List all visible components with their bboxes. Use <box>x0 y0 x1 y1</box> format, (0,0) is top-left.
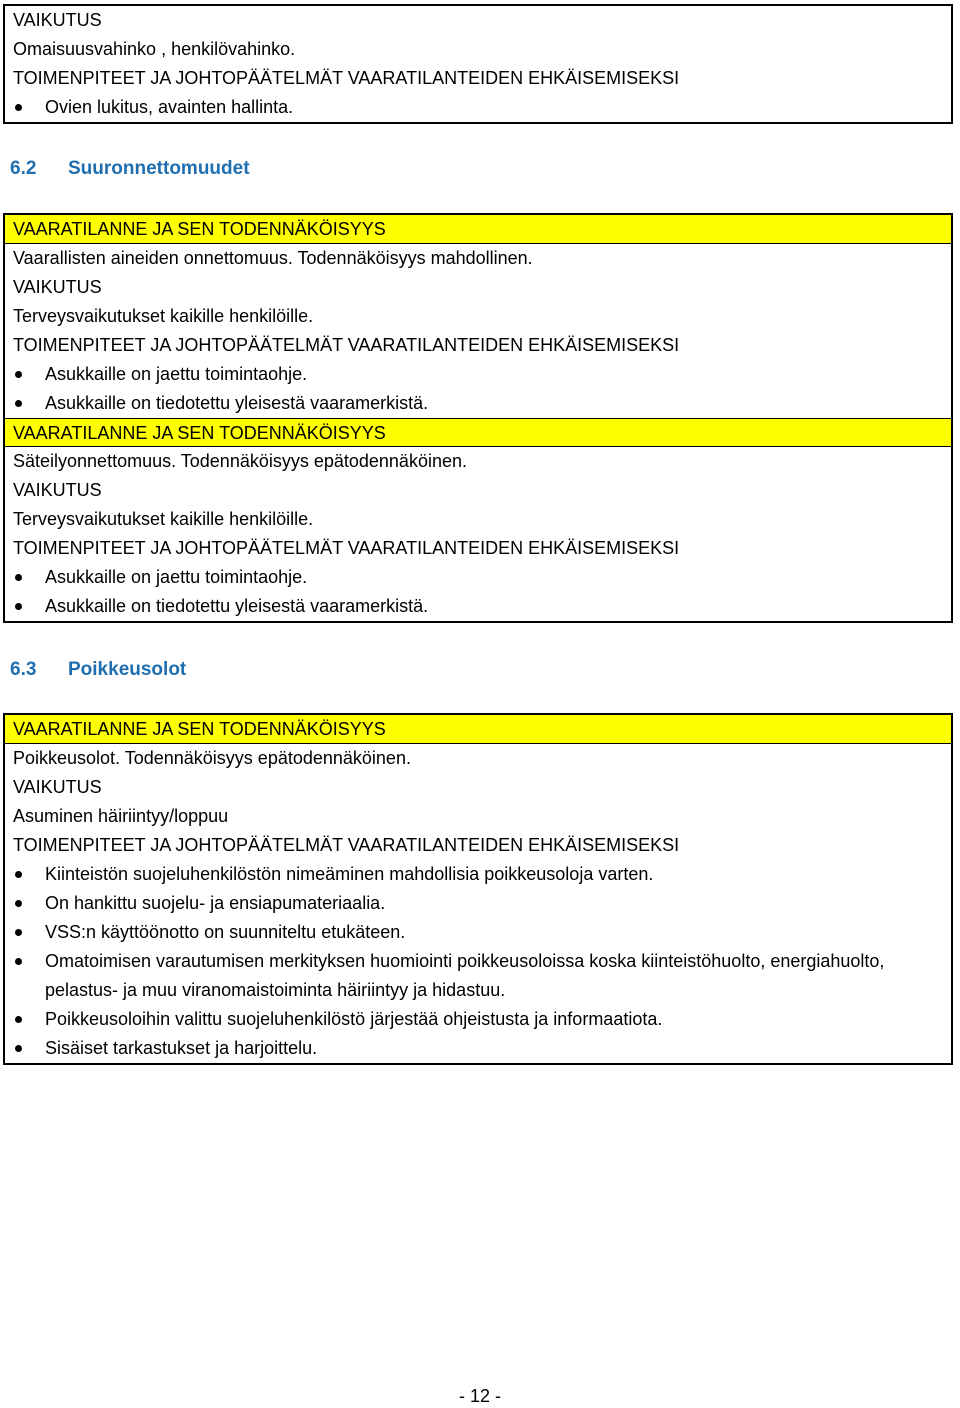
bullet-icon <box>15 104 22 111</box>
measure-item <box>5 947 951 1005</box>
risk-box-2 <box>3 213 953 623</box>
bullet-icon <box>15 371 22 378</box>
effect-text: Omaisuusvahinko , henkilövahinko. <box>13 39 296 59</box>
measure-text: Omatoimisen varautumisen merkityksen huomiointi poikkeusoloissa koska kiinteistöhuolto, energiahuolto, pelastus- ja muu viranomaistoiminta häiriintyy ja hidastuu. <box>45 951 885 1000</box>
measure-item <box>5 1005 951 1034</box>
bullet-icon <box>15 1045 22 1052</box>
measure-text: Asukkaille on jaettu toimintaohje. <box>45 364 308 384</box>
measure-text: Asukkaille on tiedotettu yleisestä vaaramerkistä. <box>45 393 429 413</box>
measures-label: TOIMENPITEET JA JOHTOPÄÄTELMÄT VAARATILANTEIDEN EHKÄISEMISEKSI <box>13 335 680 355</box>
risk-box-1 <box>3 4 953 124</box>
measures-label: TOIMENPITEET JA JOHTOPÄÄTELMÄT VAARATILANTEIDEN EHKÄISEMISEKSI <box>13 538 680 558</box>
measure-text: Asukkaille on jaettu toimintaohje. <box>45 567 308 587</box>
measure-item <box>5 860 951 889</box>
section-heading-6-2 <box>10 158 250 180</box>
hazard-label: VAARATILANNE JA SEN TODENNÄKÖISYYS <box>5 715 951 744</box>
measure-item <box>5 1034 951 1063</box>
effect-text: Terveysvaikutukset kaikille henkilöille. <box>13 306 314 326</box>
measure-item <box>5 389 951 418</box>
measure-item <box>5 918 951 947</box>
measure-item <box>5 889 951 918</box>
measure-text: Sisäiset tarkastukset ja harjoittelu. <box>45 1038 318 1058</box>
hazard-text: Vaarallisten aineiden onnettomuus. Todennäköisyys mahdollinen. <box>13 248 533 268</box>
hazard-text: Poikkeusolot. Todennäköisyys epätodennäköinen. <box>13 748 411 768</box>
section-number: 6.2 <box>10 158 37 179</box>
measures-label: TOIMENPITEET JA JOHTOPÄÄTELMÄT VAARATILANTEIDEN EHKÄISEMISEKSI <box>13 835 680 855</box>
measure-text: On hankittu suojelu- ja ensiapumateriaalia. <box>45 893 386 913</box>
bullet-icon <box>15 603 22 610</box>
effect-label: VAIKUTUS <box>13 777 102 797</box>
measures-label: TOIMENPITEET JA JOHTOPÄÄTELMÄT VAARATILANTEIDEN EHKÄISEMISEKSI <box>13 68 680 88</box>
hazard-label: VAARATILANNE JA SEN TODENNÄKÖISYYS <box>5 418 951 447</box>
section-title: Suuronnettomuudet <box>68 158 250 179</box>
hazard-label: VAARATILANNE JA SEN TODENNÄKÖISYYS <box>5 215 951 244</box>
measure-item <box>5 563 951 592</box>
effect-label: VAIKUTUS <box>13 10 102 30</box>
hazard-text: Säteilyonnettomuus. Todennäköisyys epätodennäköinen. <box>13 451 467 471</box>
measure-text: Ovien lukitus, avainten hallinta. <box>45 97 294 117</box>
measure-item <box>5 360 951 389</box>
bullet-icon <box>15 871 22 878</box>
bullet-icon <box>15 929 22 936</box>
effect-text: Asuminen häiriintyy/loppuu <box>13 806 229 826</box>
effect-text: Terveysvaikutukset kaikille henkilöille. <box>13 509 314 529</box>
section-number: 6.3 <box>10 659 37 680</box>
bullet-icon <box>15 1016 22 1023</box>
bullet-icon <box>15 958 22 965</box>
effect-label: VAIKUTUS <box>13 480 102 500</box>
measure-item <box>5 592 951 621</box>
measure-text: Asukkaille on tiedotettu yleisestä vaaramerkistä. <box>45 596 429 616</box>
bullet-icon <box>15 400 22 407</box>
measure-text: Poikkeusoloihin valittu suojeluhenkilöstö järjestää ohjeistusta ja informaatiota. <box>45 1009 663 1029</box>
effect-label: VAIKUTUS <box>13 277 102 297</box>
bullet-icon <box>15 574 22 581</box>
bullet-icon <box>15 900 22 907</box>
measure-item <box>5 93 951 122</box>
risk-box-3 <box>3 713 953 1065</box>
measure-text: VSS:n käyttöönotto on suunniteltu etukäteen. <box>45 922 406 942</box>
page-number: - 12 - <box>458 1386 501 1406</box>
section-heading-6-3 <box>10 659 186 681</box>
section-title: Poikkeusolot <box>68 659 187 680</box>
measure-text: Kiinteistön suojeluhenkilöstön nimeäminen mahdollisia poikkeusoloja varten. <box>45 864 654 884</box>
